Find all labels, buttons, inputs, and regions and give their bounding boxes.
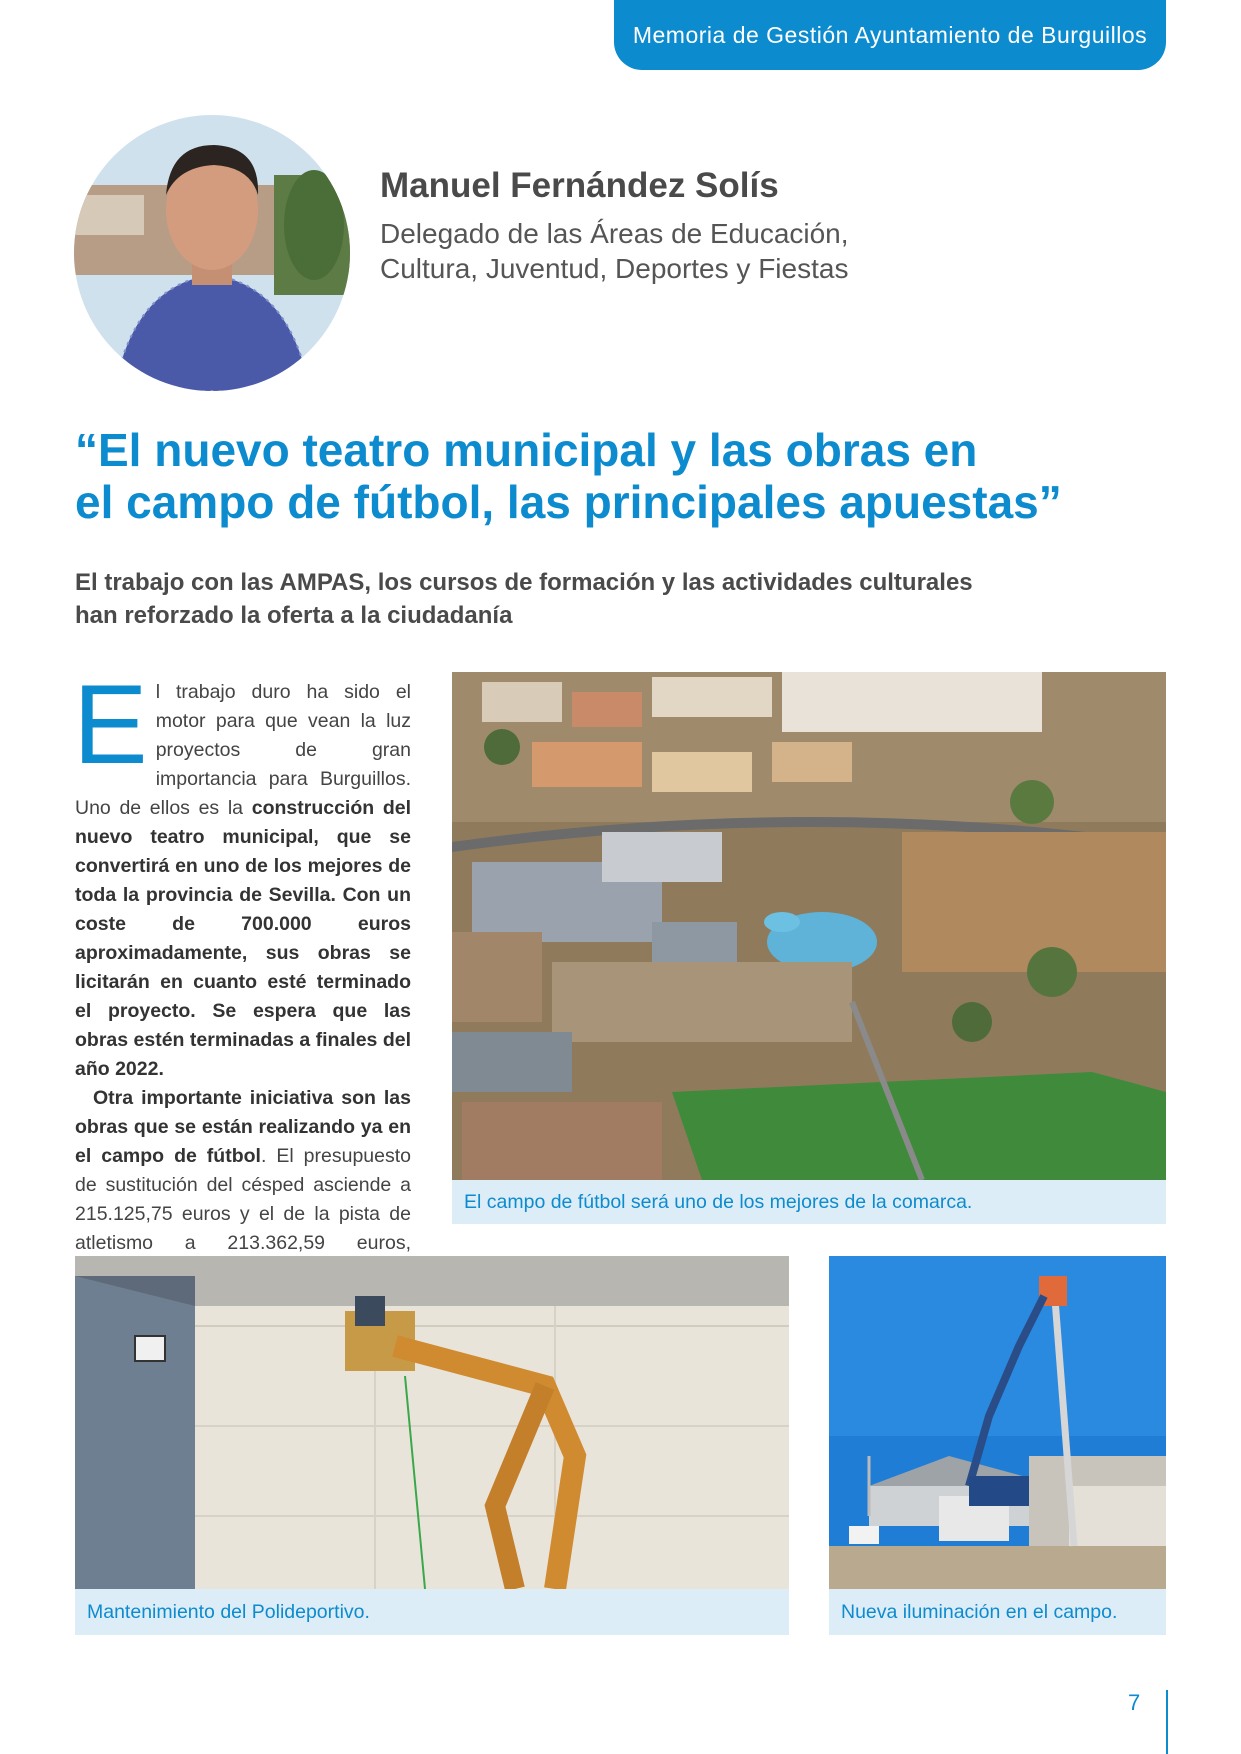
publication-title: Memoria de Gestión Ayuntamiento de Burguillos bbox=[632, 21, 1148, 48]
author-portrait bbox=[74, 115, 350, 391]
author-role-line: Delegado de las Áreas de Educación, bbox=[380, 218, 849, 249]
body-text-run: l trabajo duro ha sido el motor para que vean la luz proyectos de gran importancia para Burguillos. Uno de ellos es la bbox=[75, 681, 411, 819]
author-role bbox=[380, 216, 940, 286]
body-emphasis: Otra importante iniciativa son las obras que se están realizando ya en el campo de fútbol bbox=[75, 1087, 411, 1167]
article-headline bbox=[75, 424, 1175, 528]
drop-cap: E bbox=[73, 662, 148, 787]
page-number: 7 bbox=[1128, 1690, 1141, 1715]
page-number-rule bbox=[1166, 1690, 1168, 1754]
sports-hall-caption: Mantenimiento del Polideportivo. bbox=[75, 1589, 789, 1635]
author-name: Manuel Fernández Solís bbox=[380, 166, 779, 205]
article-body bbox=[73, 662, 412, 1316]
aerial-football-field-photo bbox=[452, 672, 1166, 1180]
subheadline-line: han reforzado la oferta a la ciudadanía bbox=[75, 602, 513, 629]
body-paragraph bbox=[73, 662, 412, 1084]
field-lighting-caption: Nueva iluminación en el campo. bbox=[829, 1589, 1166, 1635]
aerial-photo-caption: El campo de fútbol será uno de los mejores de la comarca. bbox=[452, 1180, 1166, 1224]
author-role-line: Cultura, Juventud, Deportes y Fiestas bbox=[380, 253, 849, 284]
subheadline-line: El trabajo con las AMPAS, los cursos de formación y las actividades culturales bbox=[75, 569, 973, 596]
headline-line: “El nuevo teatro municipal y las obras en bbox=[75, 424, 978, 476]
field-lighting-photo bbox=[829, 1256, 1166, 1589]
body-emphasis: construcción del nuevo teatro municipal, que se convertirá en uno de los mejores de toda la provincia de Sevilla. Con un coste de 700.000 euros aproximadamente, sus obras se licitarán en cuanto esté terminado el proyecto. Se espera que las obras estén terminadas a finales del año 2022. bbox=[75, 797, 412, 1080]
article-subheadline bbox=[75, 566, 1075, 632]
sports-hall-photo bbox=[75, 1256, 789, 1589]
headline-line: el campo de fútbol, las principales apuestas” bbox=[75, 476, 1062, 528]
body-text-run: . El presupuesto de sustitución del césped asciende a 215.125,75 euros y el de la pista de atletismo a 213.362,59 euros, bbox=[75, 1145, 411, 1254]
publication-header-tab bbox=[614, 0, 1166, 70]
